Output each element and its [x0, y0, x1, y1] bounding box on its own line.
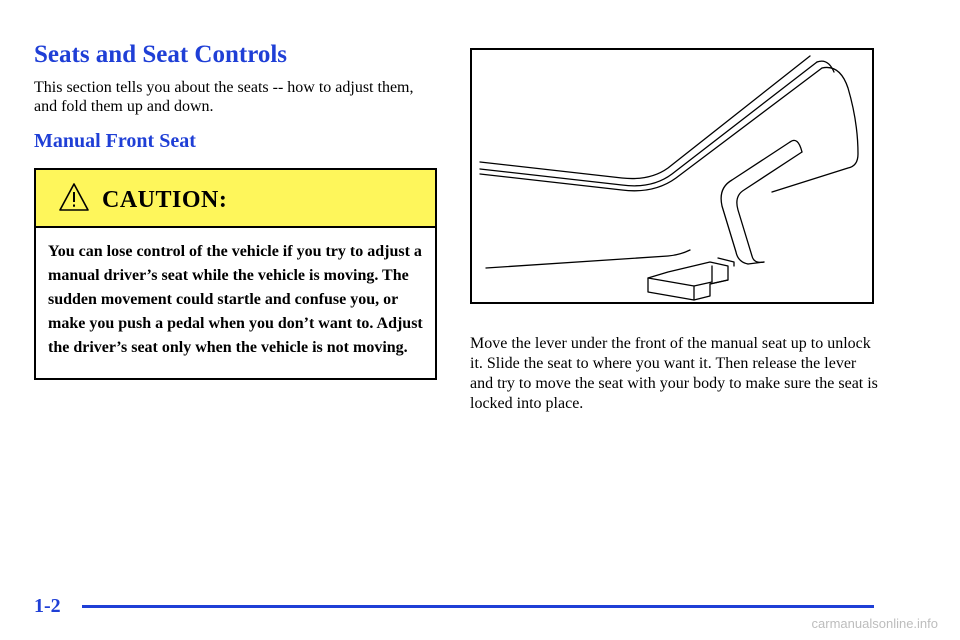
caution-box — [34, 168, 437, 380]
seat-lever-illustration — [470, 48, 874, 304]
watermark: carmanualsonline.info — [811, 616, 938, 631]
footer-rule — [82, 605, 874, 608]
section-subtitle: Manual Front Seat — [34, 130, 196, 152]
caution-text: You can lose control of the vehicle if you try to adjust a manual driver’s seat while the vehicle is moving. The sudden movement could startle and confuse you, or make you push a pedal when you don’t want to. Adjust the driver’s seat only when the vehicle is not moving. — [48, 243, 423, 356]
seat-lever-drawing — [472, 50, 872, 302]
warning-triangle-icon — [58, 182, 90, 212]
body-paragraph: Move the lever under the front of the manual seat up to unlock it. Slide the seat to where you want it. Then release the lever and try to move the seat with your body to make sure the seat is locked into place. — [470, 335, 878, 412]
intro-paragraph: This section tells you about the seats -- how to adjust them, and fold them up and down. — [34, 79, 414, 115]
caution-title: CAUTION: — [102, 187, 228, 213]
page-title: Seats and Seat Controls — [34, 41, 288, 68]
page-number: 1-2 — [34, 595, 61, 617]
caution-header — [36, 170, 435, 228]
